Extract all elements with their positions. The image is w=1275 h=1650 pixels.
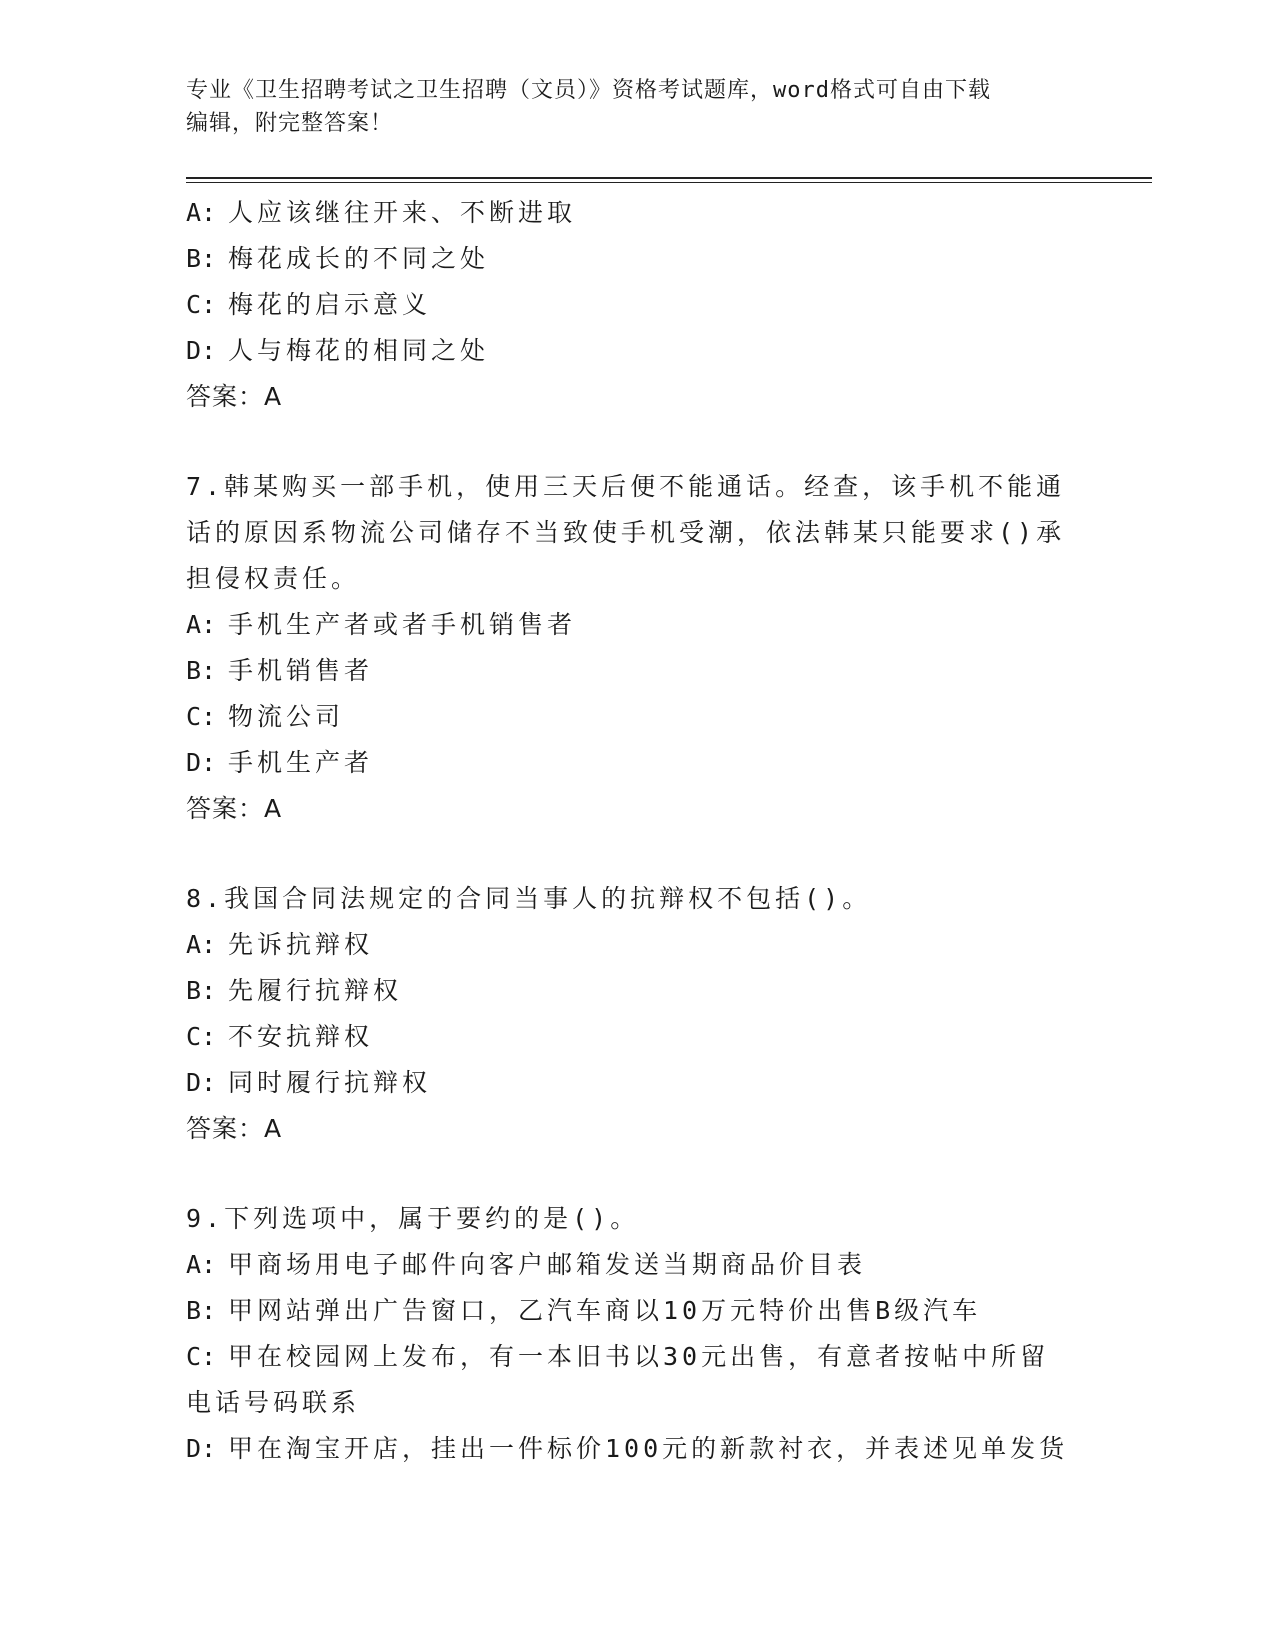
option-text: 甲在淘宝开店，挂出一件标价100元的新款衬衣，并表述见单发货 (228, 1434, 1069, 1463)
option-text: 人与梅花的相同之处 (228, 336, 490, 365)
option-b (186, 648, 1086, 694)
option-d (186, 740, 1086, 786)
option-letter: D: (186, 1068, 217, 1097)
question-list (186, 190, 1086, 1472)
option-letter: D: (186, 1434, 217, 1463)
option-a (186, 190, 1086, 236)
option-letter: C: (186, 1022, 217, 1051)
option-letter: A: (186, 1250, 217, 1279)
option-b (186, 968, 1086, 1014)
question-8 (186, 876, 1086, 1152)
option-letter: C: (186, 702, 217, 731)
question-spacer (186, 1152, 1086, 1196)
option-text: 甲网站弹出广告窗口，乙汽车商以10万元特价出售B级汽车 (228, 1296, 982, 1325)
question-9 (186, 1196, 1086, 1472)
option-b (186, 1288, 1086, 1334)
option-text: 不安抗辩权 (228, 1022, 374, 1051)
header-divider-thick (186, 177, 1152, 179)
option-text: 甲商场用电子邮件向客户邮箱发送当期商品价目表 (228, 1250, 867, 1279)
header-divider-thin (186, 182, 1152, 183)
option-c (186, 694, 1086, 740)
option-text: 先履行抗辩权 (228, 976, 403, 1005)
option-letter: A: (186, 198, 217, 227)
answer-line: 答案：A (186, 1114, 283, 1143)
option-letter: B: (186, 976, 217, 1005)
question-spacer (186, 832, 1086, 876)
question-7 (186, 464, 1086, 832)
option-d (186, 1060, 1086, 1106)
option-letter: D: (186, 748, 217, 777)
option-letter: B: (186, 244, 217, 273)
document-header (186, 74, 1066, 140)
option-letter: A: (186, 610, 217, 639)
option-text: 先诉抗辩权 (228, 930, 374, 959)
option-text: 手机销售者 (228, 656, 374, 685)
option-text: 物流公司 (228, 702, 345, 731)
option-text: 同时履行抗辩权 (228, 1068, 432, 1097)
option-letter: B: (186, 1296, 217, 1325)
header-line-1: 专业《卫生招聘考试之卫生招聘（文员）》资格考试题库，word格式可自由下载 (186, 78, 991, 103)
answer-line: 答案：A (186, 382, 283, 411)
question-spacer (186, 420, 1086, 464)
option-text: 甲在校园网上发布，有一本旧书以30元出售，有意者按帖中所留 (228, 1342, 1050, 1371)
option-letter: C: (186, 290, 217, 319)
answer-line: 答案：A (186, 794, 283, 823)
option-letter: B: (186, 656, 217, 685)
option-a (186, 602, 1086, 648)
option-text: 梅花的启示意义 (228, 290, 432, 319)
option-letter: C: (186, 1342, 217, 1371)
question-6 (186, 190, 1086, 420)
question-stem-line: 担侵权责任。 (186, 564, 361, 593)
option-c (186, 1334, 1086, 1380)
question-stem-line: 话的原因系物流公司储存不当致使手机受潮，依法韩某只能要求()承 (186, 518, 1066, 547)
option-d (186, 1426, 1086, 1472)
option-letter: A: (186, 930, 217, 959)
option-c (186, 282, 1086, 328)
option-a (186, 1242, 1086, 1288)
option-text: 手机生产者 (228, 748, 374, 777)
option-a (186, 922, 1086, 968)
option-b (186, 236, 1086, 282)
option-d (186, 328, 1086, 374)
option-text: 手机生产者或者手机销售者 (228, 610, 577, 639)
header-line-2: 编辑，附完整答案！ (186, 111, 394, 136)
question-stem-line: 8.我国合同法规定的合同当事人的抗辩权不包括()。 (186, 884, 872, 913)
question-stem-line: 7.韩某购买一部手机，使用三天后便不能通话。经查，该手机不能通 (186, 472, 1066, 501)
option-text: 梅花成长的不同之处 (228, 244, 490, 273)
option-c (186, 1014, 1086, 1060)
option-text: 人应该继往开来、不断进取 (228, 198, 577, 227)
option-letter: D: (186, 336, 217, 365)
question-stem-line: 9.下列选项中，属于要约的是()。 (186, 1204, 640, 1233)
option-c-continued: 电话号码联系 (186, 1388, 361, 1417)
